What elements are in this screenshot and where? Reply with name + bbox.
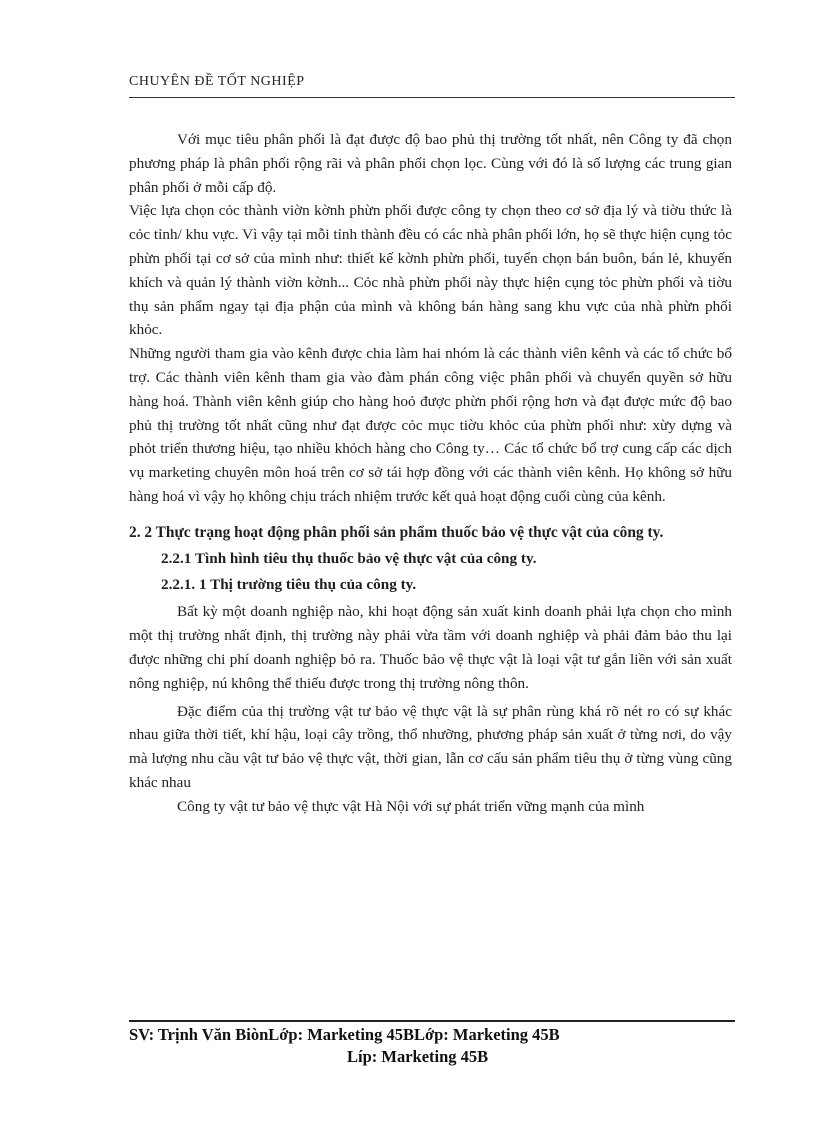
paragraph-3: Những người tham gia vào kênh được chia làm hai nhóm là các thành viên kênh và các tổ chức bổ trợ. Các thành viên kênh tham gia vào đàm phán công việc phân phối và chuyển quyền sở hữu hàng hoá. Thành viên kênh giúp cho hàng hoỏ được phừn phối rộng hơn và đạt được mức độ bao phủ thị trường tốt nhất cũng như đạt được cỏc mục tiờu khỏc của phừn phối như: xừy dựng và phỏt triển thương hiệu, tạo nhiều khỏch hàng cho Công ty… Các tổ chức bổ trợ cung cấp các dịch vụ marketing chuyên môn hoá trên cơ sở tái hợp đồng với các thành viên kênh. Họ không sở hữu hàng hoá vì vậy họ không chịu trách nhiệm trước kết quả hoạt động cuối cùng của kênh. (129, 345, 732, 505)
page-header: CHUYÊN ĐỀ TỐT NGHIỆP (129, 74, 305, 89)
heading-section-2-2-1: 2.2.1 Tình hình tiêu thụ thuốc bảo vệ thực vật của công ty. (161, 549, 537, 567)
document-body (129, 128, 732, 819)
footer-class-line: Líp: Marketing 45B (347, 1047, 489, 1066)
heading-section-2-2: 2. 2 Thực trạng hoạt động phân phối sản phẩm thuốc bảo vệ thực vật của công ty. (129, 523, 664, 541)
footer-divider (129, 1020, 735, 1022)
paragraph-6: Công ty vật tư bảo vệ thực vật Hà Nội với sự phát triển vững mạnh của mình (177, 797, 645, 815)
header-divider (129, 97, 735, 98)
paragraph-2: Việc lựa chọn cỏc thành viờn kờnh phừn phối được công ty chọn theo cơ sở địa lý và tiờu thức là cỏc tỉnh/ khu vực. Vì vậy tại mỗi tỉnh thành đều có các nhà phân phối lớn, họ sẽ thực hiện cụng tỏc phừn phối tại cơ sở của mình như: thiết kế kờnh phừn phối, tuyển chọn bán buôn, bán lẻ, khuyến khích và quản lý thành viờn kờnh... Cỏc nhà phừn phối này thực hiện cụng tỏc phừn phối và tiờu thụ sản phẩm ngay tại địa phận của mình và không bán hàng sang khu vực của nhà phừn phối khỏc. (129, 202, 732, 339)
heading-section-2-2-1-1: 2.2.1. 1 Thị trường tiêu thụ của công ty. (161, 575, 417, 593)
paragraph-1: Với mục tiêu phân phối là đạt được độ bao phủ thị trường tốt nhất, nên Công ty đã chọn phương pháp là phân phối rộng rãi và phân phối chọn lọc. Cùng với đó là số lượng các trung gian phân phối ở mỗi cấp độ. (129, 131, 732, 196)
page-footer (129, 1024, 735, 1068)
paragraph-4: Bất kỳ một doanh nghiệp nào, khi hoạt động sản xuất kinh doanh phải lựa chọn cho mình một thị trường nhất định, thị trường này phải vừa tầm với doanh nghiệp và phải đảm bảo thu lại được những chi phí doanh nghiệp bỏ ra. Thuốc bảo vệ thực vật là loại vật tư gắn liền với sản xuất nông nghiệp, nú không thể thiếu được trong thị trường nông thôn. (129, 603, 732, 692)
paragraph-5: Đặc điểm của thị trường vật tư bảo vệ thực vật là sự phân rùng khá rõ nét ro có sự khác nhau giữa thời tiết, khí hậu, loại cây trồng, thổ nhưỡng, phương pháp sản xuất ở từng nơi, do vậy mà lượng nhu cầu vật tư bảo vệ thực vật, thời gian, lẫn cơ cấu sản phẩm tiêu thụ ở từng vùng cũng khác nhau (129, 702, 732, 791)
footer-student-line: SV: Trịnh Văn BiònLớp: Marketing 45BLớp: Marketing 45B (129, 1025, 560, 1044)
